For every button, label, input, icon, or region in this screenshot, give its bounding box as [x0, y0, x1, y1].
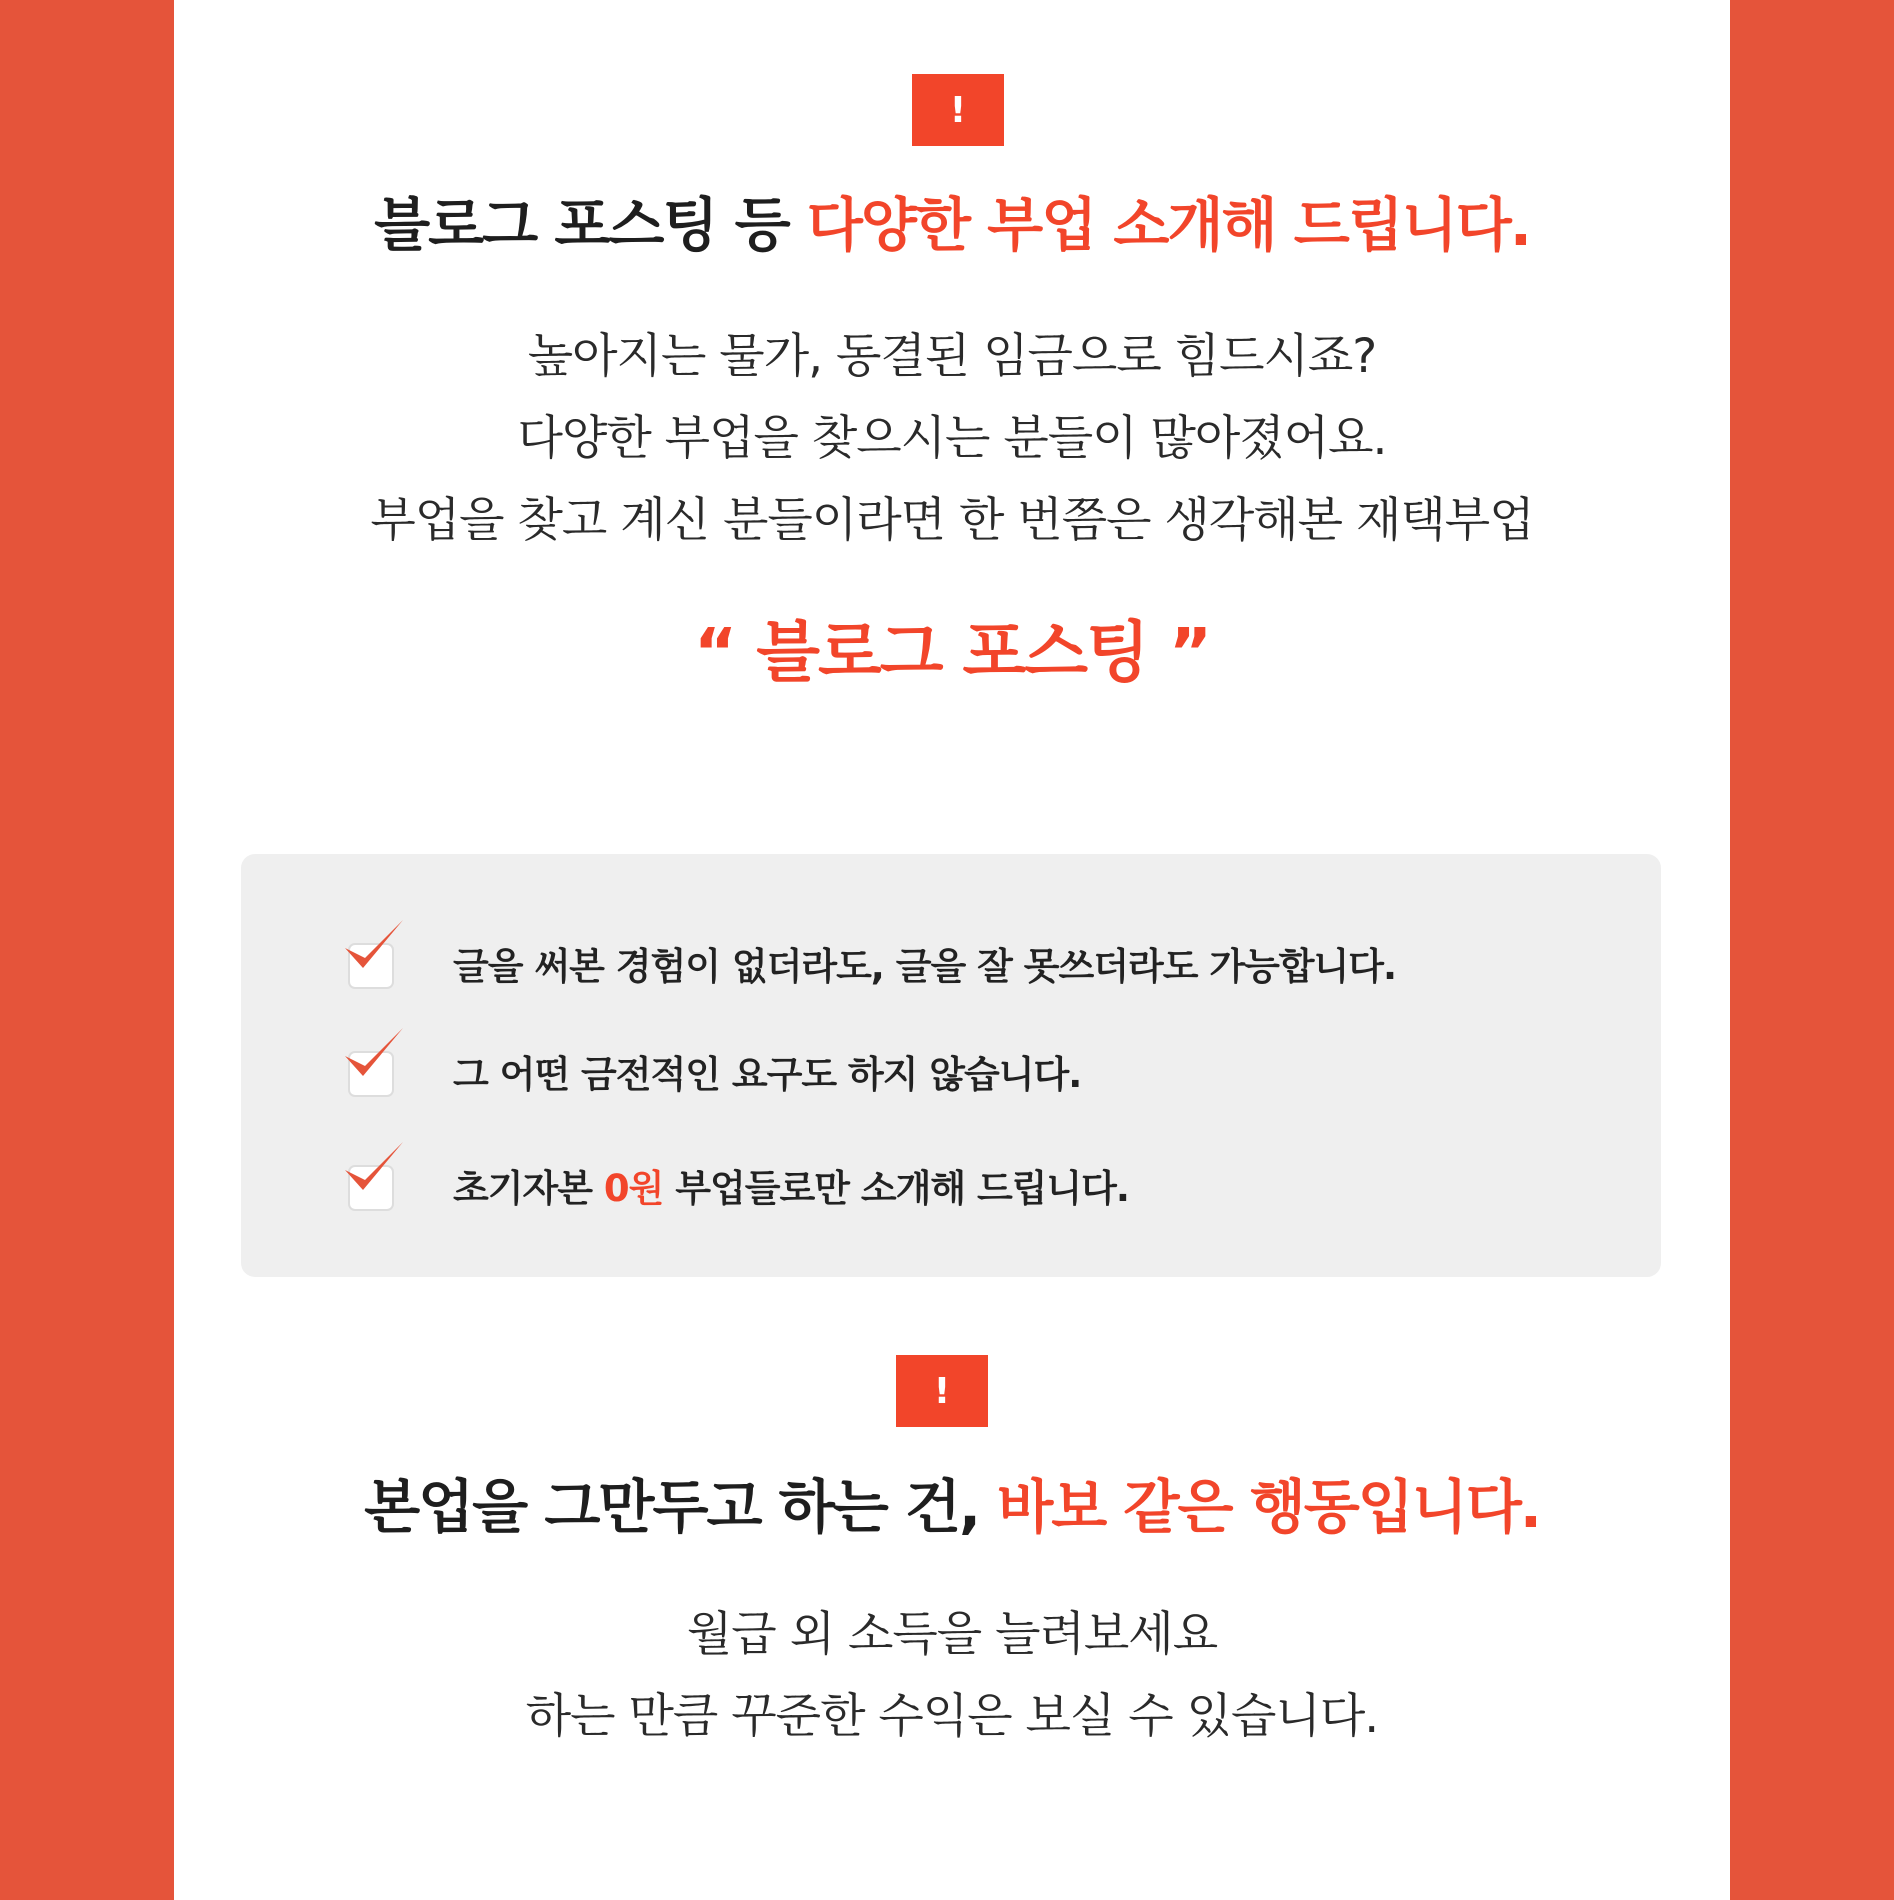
exclamation-icon: !: [949, 89, 967, 131]
zero-won-highlight: 0원: [603, 1167, 664, 1210]
headline-text: 블로그 포스팅 등: [374, 191, 807, 259]
exclamation-badge: [912, 74, 1004, 146]
exclamation-icon: !: [933, 1370, 951, 1412]
quote-blog-posting: “ 블로그 포스팅 ”: [693, 614, 1211, 691]
paragraph-line: 하는 만큼 꾸준한 수익은 보실 수 있습니다.: [525, 1689, 1379, 1744]
checklist-item: [341, 1022, 1591, 1112]
checklist-item: [341, 914, 1591, 1004]
paragraph-line: 월급 외 소득을 늘려보세요: [686, 1607, 1218, 1662]
checkmark-icon: [341, 1136, 411, 1216]
section2-paragraph: [174, 1594, 1730, 1758]
checkmark-icon: [341, 1022, 411, 1102]
checklist-text: 초기자본 0원 부업들로만 소개해 드립니다.: [453, 1167, 1129, 1210]
checklist-text: 글을 써본 경험이 없더라도, 글을 잘 못쓰더라도 가능합니다.: [453, 945, 1397, 988]
checklist-item: [341, 1136, 1591, 1226]
headline-highlight: 다양한 부업 소개해 드립니다.: [806, 191, 1530, 259]
paragraph-line: 부업을 찾고 계신 분들이라면 한 번쯤은 생각해본 재택부업: [370, 493, 1534, 548]
section2-headline: [174, 1473, 1730, 1541]
headline-highlight: 바보 같은 행동입니다.: [997, 1473, 1540, 1541]
paragraph-line: 높아지는 물가, 동결된 임금으로 힘드시죠?: [527, 329, 1377, 384]
checkmark-icon: [341, 914, 411, 994]
headline-text: 본업을 그만두고 하는 건,: [364, 1473, 998, 1541]
paragraph-line: 다양한 부업을 찾으시는 분들이 많아졌어요.: [517, 411, 1387, 466]
section1-headline: [174, 191, 1730, 259]
content-panel: [174, 0, 1730, 1900]
section1-paragraph: [174, 316, 1730, 562]
exclamation-badge: [896, 1355, 988, 1427]
checklist-text: 그 어떤 금전적인 요구도 하지 않습니다.: [453, 1053, 1082, 1096]
checklist-card: [241, 854, 1661, 1277]
